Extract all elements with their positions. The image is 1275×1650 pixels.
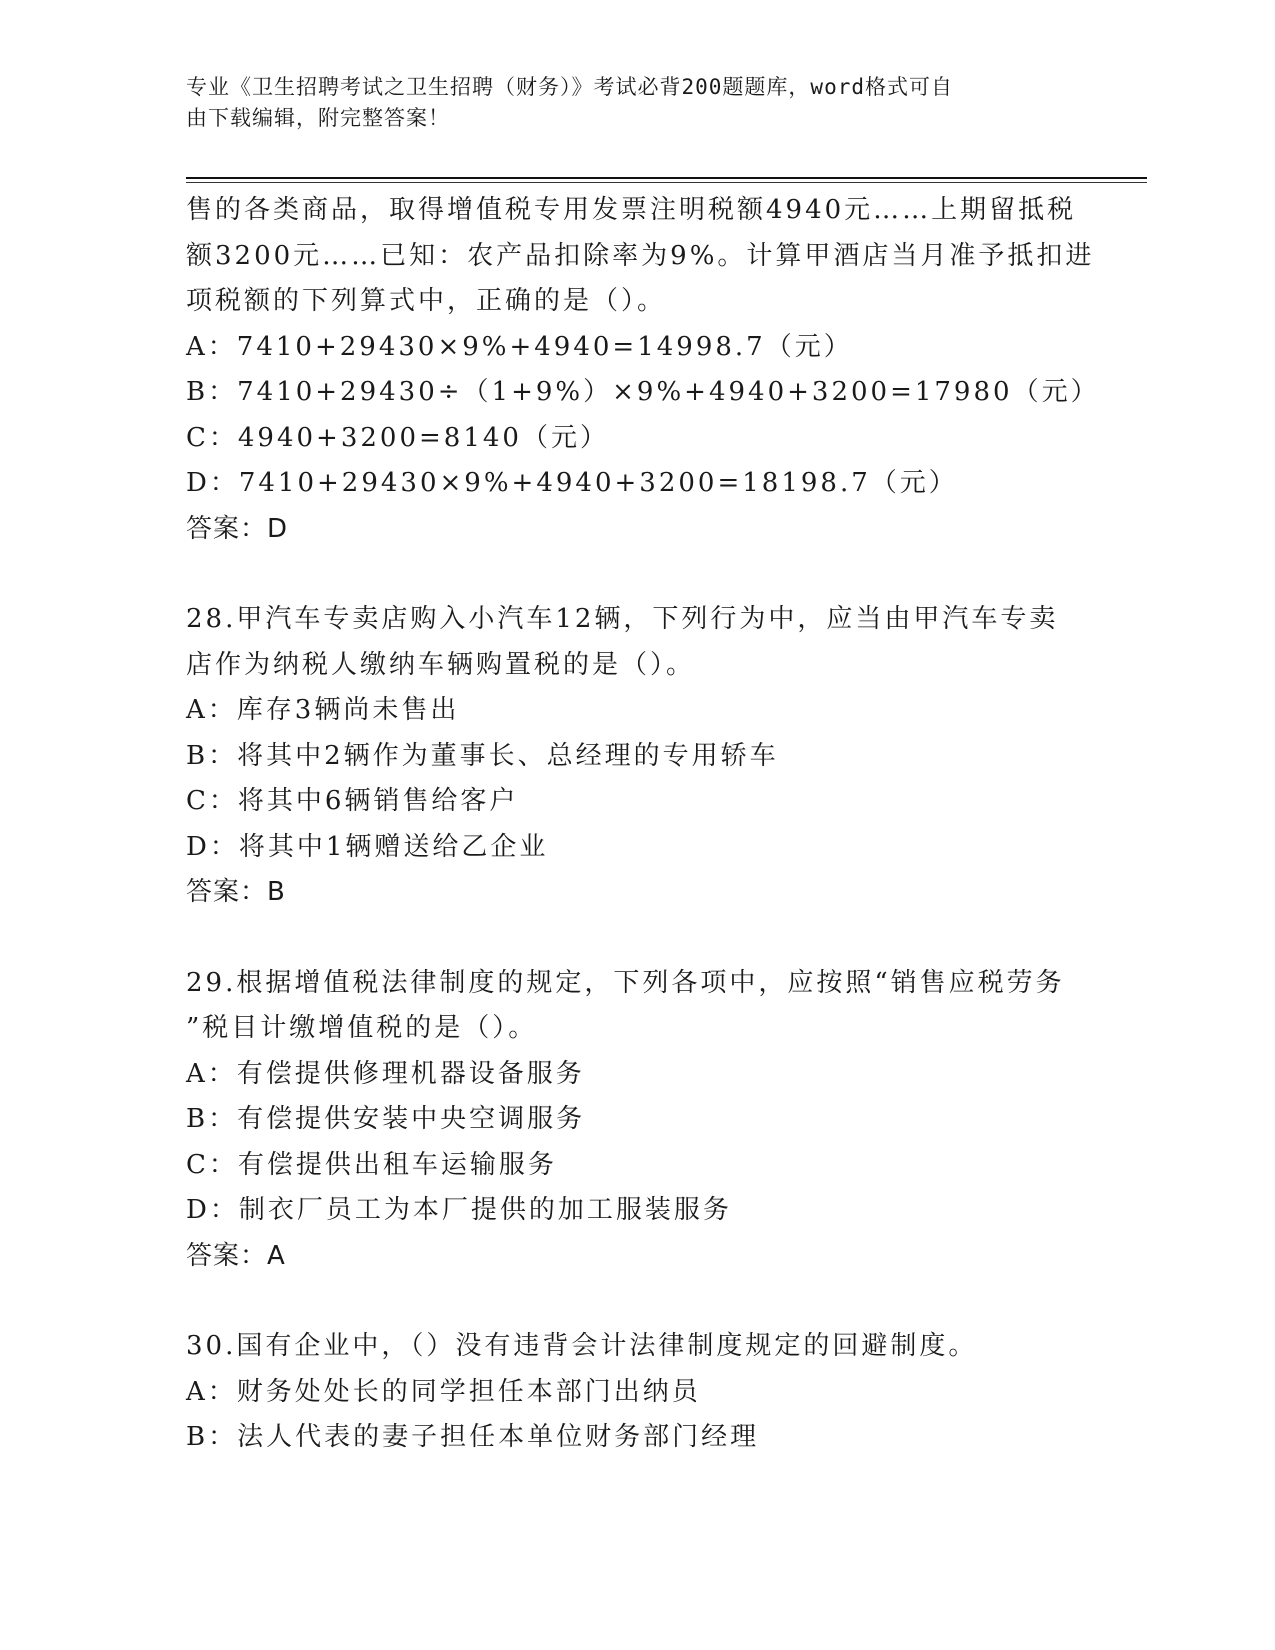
option-b: B：将其中2辆作为董事长、总经理的专用轿车	[186, 740, 779, 771]
header-line-2: 由下载编辑，附完整答案！	[186, 106, 450, 130]
option-b: B：7410+29430÷（1+9%）×9%+4940+3200=17980（元）	[186, 377, 1100, 407]
question-spacer	[186, 552, 1086, 597]
question-list	[186, 188, 1100, 1461]
question-text-line: 店作为纳税人缴纳车辆购置税的是（）。	[186, 649, 696, 680]
question-text-line: 售的各类商品，取得增值税专用发票注明税额4940元……上期留抵税	[186, 195, 1077, 225]
question-27-continued	[186, 188, 1100, 552]
option-b: B：有偿提供安装中央空调服务	[186, 1104, 586, 1134]
option-a: A：7410+29430×9%+4940=14998.7（元）	[186, 331, 853, 362]
option-c: C：4940+3200=8140（元）	[186, 422, 609, 453]
question-30	[186, 1324, 1086, 1461]
question-28	[186, 597, 1086, 916]
question-text-line: 28.甲汽车专卖店购入小汽车12辆，下列行为中，应当由甲汽车专卖	[186, 604, 1059, 634]
option-a: A：财务处处长的同学担任本部门出纳员	[186, 1376, 701, 1407]
question-text-line: 30.国有企业中，（）没有违背会计法律制度规定的回避制度。	[186, 1331, 978, 1361]
option-a: A：库存3辆尚未售出	[186, 695, 460, 725]
answer-line: 答案：D	[186, 513, 289, 544]
option-a: A：有偿提供修理机器设备服务	[186, 1058, 585, 1089]
option-b: B：法人代表的妻子担任本单位财务部门经理	[186, 1422, 760, 1452]
option-c: C：有偿提供出租车运输服务	[186, 1149, 557, 1180]
header-divider-thick	[186, 177, 1147, 179]
option-d: D：制衣厂员工为本厂提供的加工服装服务	[186, 1195, 732, 1225]
question-spacer	[186, 916, 1086, 961]
question-text-line: 29.根据增值税法律制度的规定，下列各项中，应按照“销售应税劳务	[186, 967, 1065, 998]
option-c: C：将其中6辆销售给客户	[186, 786, 519, 816]
answer-line: 答案：A	[186, 1240, 286, 1271]
header-divider-thin	[186, 182, 1147, 183]
question-text-line: 额3200元……已知：农产品扣除率为9%。计算甲酒店当月准予抵扣进	[186, 240, 1095, 271]
question-29	[186, 961, 1086, 1280]
question-spacer	[186, 1279, 1086, 1324]
header-line-1: 专业《卫生招聘考试之卫生招聘（财务）》考试必背200题题库，word格式可自	[186, 75, 953, 99]
question-text-line: 项税额的下列算式中，正确的是（）。	[186, 286, 667, 316]
answer-line: 答案：B	[186, 877, 286, 907]
question-text-line: ”税目计缴增值税的是（）。	[186, 1013, 538, 1043]
option-d: D：7410+29430×9%+4940+3200=18198.7（元）	[186, 468, 958, 498]
option-d: D：将其中1辆赠送给乙企业	[186, 831, 549, 862]
document-header	[186, 72, 1066, 134]
